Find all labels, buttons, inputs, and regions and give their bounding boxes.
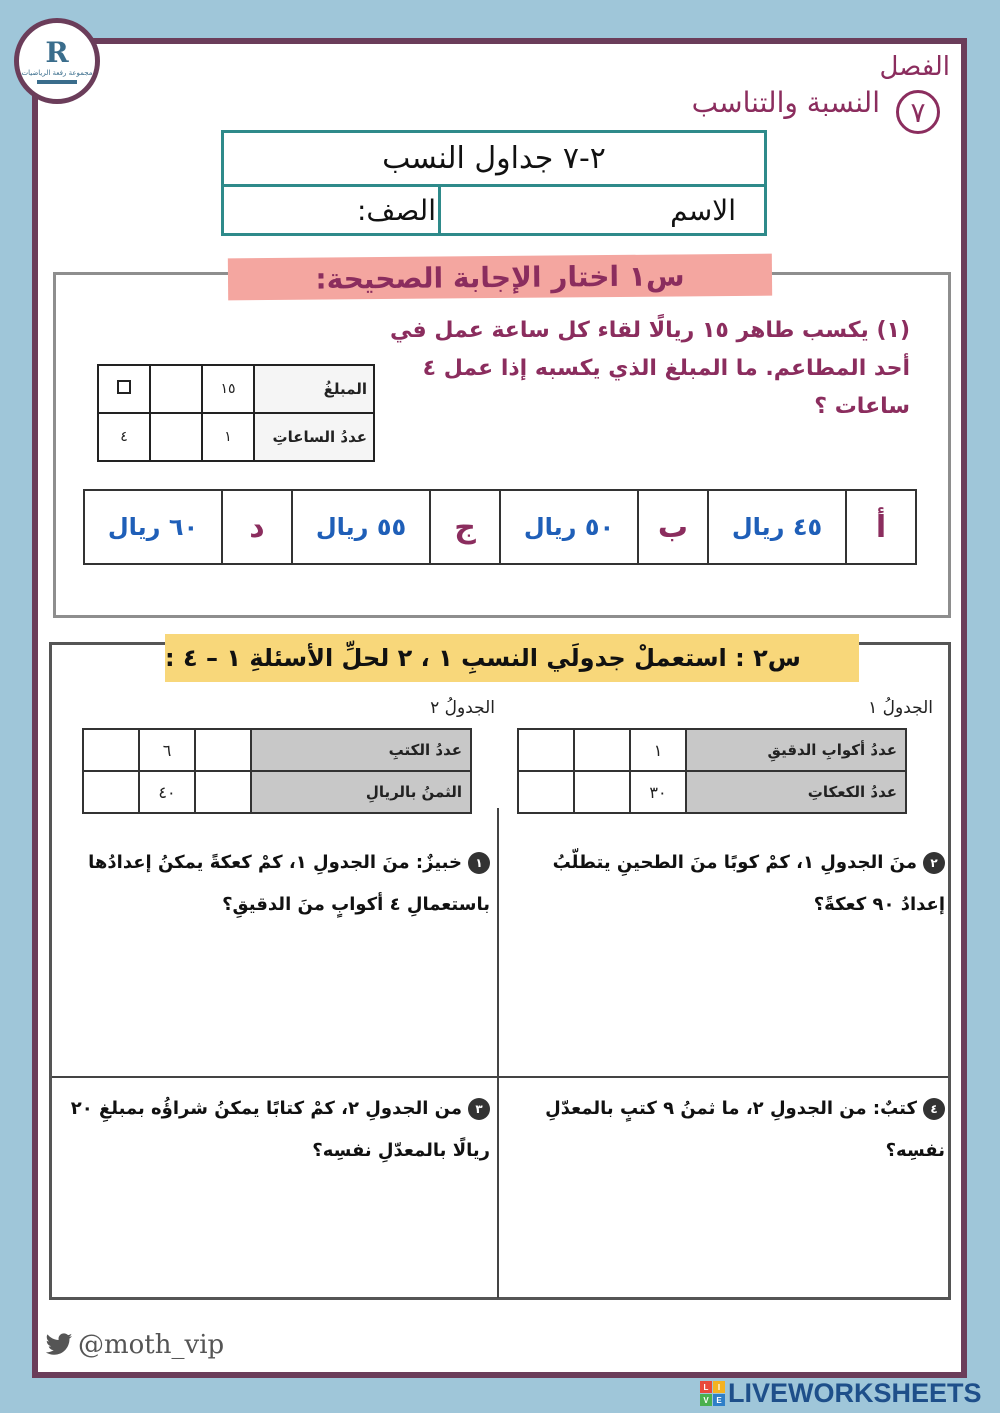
ratio-table-2 [82,728,472,814]
answer-cell[interactable] [195,729,251,771]
row-label: عددُ الساعاتِ [254,413,374,461]
row-label: عددُ الكتبِ [251,729,471,771]
row-label: المبلغُ [254,365,374,413]
table-row [83,771,471,813]
question-number: ٣ [468,1098,490,1120]
brand-icon-letter: L [700,1381,712,1393]
name-field[interactable]: الاسم [438,187,764,233]
table-cell: ٣٠ [630,771,686,813]
divider-horizontal [52,1076,948,1078]
table-cell [150,365,202,413]
section2-heading: س٢ : استعملْ جدولَي النسبِ ١ ، ٢ لحلِّ الأسئلةِ ١ – ٤ : [165,634,859,682]
question-3[interactable] [50,1088,490,1172]
chapter-label: الفصل [879,52,950,82]
question-number: ٢ [923,852,945,874]
answer-cell[interactable] [574,771,630,813]
row-label: عددُ الكعكاتِ [686,771,906,813]
answer-cell[interactable] [518,729,574,771]
liveworksheets-icon [700,1381,725,1406]
question-text: منَ الجدولِ ١، كمْ كوبًا منَ الطحينِ يتطلّبُ إعدادُ ٩٠ كعكةً؟ [552,852,945,915]
question-4[interactable] [515,1088,945,1172]
answer-cell[interactable] [518,771,574,813]
choice-c[interactable]: ٥٥ ريال [292,490,430,564]
section1-heading: س١ اختار الإجابة الصحيحة: [228,254,772,301]
choice-letter-b: ب [638,490,708,564]
logo-bar [37,80,77,84]
answer-choices [83,489,917,565]
table-cell: ١ [202,413,254,461]
answer-cell[interactable] [83,729,139,771]
question-2[interactable] [515,842,945,926]
question1-text: (١) يكسب طاهر ١٥ ريالًا لقاء كل ساعة عمل في أحد المطاعم. ما المبلغ الذي يكسبه إذا عمل ٤ ساعات ؟ [390,318,910,419]
title-box [221,130,767,236]
question-number: ١ [468,852,490,874]
table2-label: الجدولُ ٢ [430,698,495,718]
twitter-bird-icon [44,1333,74,1357]
name-class-row [224,187,764,233]
table-cell [98,365,150,413]
logo [14,18,100,104]
table-cell: ٤٠ [139,771,195,813]
table-cell: ١ [630,729,686,771]
logo-subtitle: مجموعة رفعة الرياضيات [21,68,93,77]
chapter-number: ٧ [896,90,940,134]
earnings-ratio-table [97,364,375,462]
choice-letter-d: د [222,490,292,564]
table1-label: الجدولُ ١ [868,698,933,718]
table-cell: ٤ [98,413,150,461]
checkbox-icon[interactable] [117,380,131,394]
row-label: عددُ أكوابِ الدقيقِ [686,729,906,771]
brand-icon-letter: V [700,1394,712,1406]
answer-cell[interactable] [574,729,630,771]
table-row [83,729,471,771]
divider-vertical [497,808,499,1298]
handle-text: @moth_vip [78,1330,225,1360]
logo-letter: R [45,35,69,69]
table-row [98,413,374,461]
table-cell: ١٥ [202,365,254,413]
question-text: من الجدولِ ٢، كمْ كتابًا يمكنُ شراؤُه بمبلغِ ٢٠ ريالًا بالمعدّلِ نفسِه؟ [70,1098,490,1161]
table-row [98,365,374,413]
question-text: خبيزٌ: منَ الجدولِ ١، كمْ كعكةً يمكنُ إعدادُها باستعمالِ ٤ أكوابٍ منَ الدقيقِ؟ [88,852,490,915]
answer-cell[interactable] [195,771,251,813]
chapter-title: النسبة والتناسب [691,86,880,119]
row-label: الثمنُ بالريالِ [251,771,471,813]
brand-icon-letter: E [713,1394,725,1406]
class-field[interactable]: الصف: [356,193,436,227]
table-cell: ٦ [139,729,195,771]
choice-letter-a: أ [846,490,916,564]
brand-text: LIVEWORKSHEETS [728,1378,982,1408]
table-row [518,771,906,813]
question-number: ٤ [923,1098,945,1120]
choice-a[interactable]: ٤٥ ريال [708,490,846,564]
question-text: كتبٌ: من الجدولِ ٢، ما ثمنُ ٩ كتبٍ بالمعدّلِ نفسِه؟ [545,1098,945,1161]
ratio-table-1 [517,728,907,814]
lesson-title: ٢-٧ جداول النسب [224,133,764,187]
choice-letter-c: ج [430,490,500,564]
table-cell [150,413,202,461]
choice-b[interactable]: ٥٠ ريال [500,490,638,564]
choice-d[interactable]: ٦٠ ريال [84,490,222,564]
answer-cell[interactable] [83,771,139,813]
question-1[interactable] [50,842,490,926]
liveworksheets-brand [700,1378,982,1409]
twitter-handle [44,1330,224,1360]
table-row [518,729,906,771]
brand-icon-letter: I [713,1381,725,1393]
